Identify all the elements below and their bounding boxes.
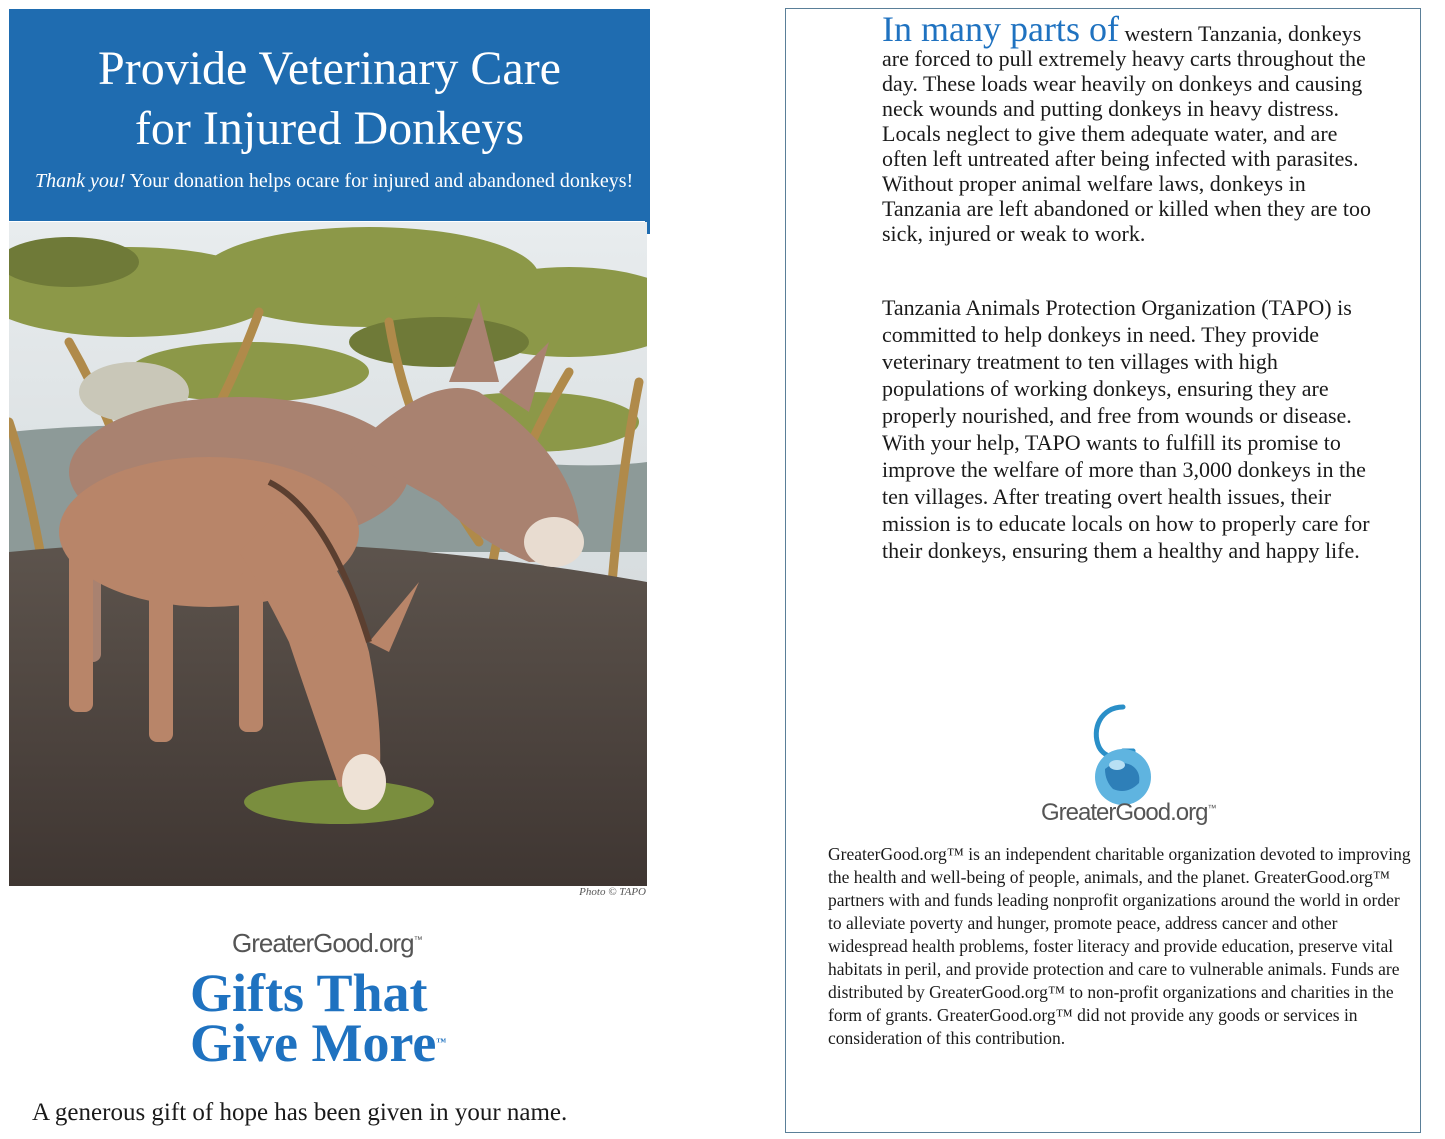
gift-card-front — [0, 0, 700, 1139]
brand-tm: ™ — [413, 934, 422, 945]
gifts-line-2 — [190, 1013, 490, 1073]
brand-name: GreaterGood.org — [232, 928, 414, 958]
intro-paragraph — [882, 9, 1382, 246]
greatergood-logo-small — [232, 928, 422, 959]
intro-text: western Tanzania, donkeys are forced to pull extremely heavy carts throughout the day. These loads wear heavily on donkeys and causing neck wounds and putting donkeys in heavy distress. Locals neglect to give them adequate water, and are often left untreated after being infected with parasites. Without proper animal welfare laws, donkeys in Tanzania are left abandoned or killed when they are too sick, injured or weak to work. — [882, 21, 1371, 246]
thank-you-emphasis: Thank you! — [35, 170, 126, 192]
gifts-tm: ™ — [436, 1037, 447, 1048]
title-line-1: Provide Veterinary Care — [98, 42, 561, 95]
logo-tm: ™ — [1207, 803, 1216, 813]
gifts-line-2-text: Give More — [190, 1013, 437, 1073]
gifts-that-give-more-logo — [190, 963, 490, 1073]
intro-lead: In many parts of — [882, 9, 1119, 49]
thank-you-text: Your donation helps ocare for injured and abandoned donkeys! — [125, 170, 634, 192]
card-title — [9, 39, 650, 159]
photo-credit: Photo © TAPO — [579, 886, 646, 898]
gift-card-back — [785, 8, 1421, 1133]
logo-text: GreaterGood.org — [1041, 799, 1208, 826]
greatergood-logo — [1041, 799, 1215, 827]
header-banner — [9, 9, 650, 221]
about-paragraph: GreaterGood.org™ is an independent charitable organization devoted to improving the health and well-being of people, animals, and the planet. GreaterGood.org™ partners with and funds leading nonprofit organizations around the world in order to alleviate poverty and hunger, promote peace, address cancer and other widespread health problems, foster literacy and provide education, preserve vital habitats in peril, and provide protection and care to vulnerable animals. Funds are distributed by GreaterGood.org™ to non-profit organizations and charities in the form of grants. GreaterGood.org™ did not provide any goods or services in consideration of this contribution. — [828, 844, 1411, 1048]
title-line-2: for Injured Donkeys — [134, 102, 525, 155]
thank-you-message — [35, 169, 635, 194]
tapo-paragraph: Tanzania Animals Protection Organization (TAPO) is committed to help donkeys in need. They provide veterinary treatment to ten villages with high populations of working donkeys, ensuring they are properly nourished, and free from wounds or disease. With your help, TAPO wants to fulfill its promise to improve the welfare of more than 3,000 donkeys in the ten villages. After treating overt health issues, their mission is to educate locals on how to properly care for their donkeys, ensuring them a healthy and happy life. — [882, 295, 1370, 563]
gift-message: A generous gift of hope has been given in your name. — [32, 1099, 568, 1126]
donkeys-photo — [9, 222, 647, 886]
greatergood-globe-icon — [1061, 699, 1181, 809]
gifts-line-1: Gifts That — [190, 963, 428, 1023]
